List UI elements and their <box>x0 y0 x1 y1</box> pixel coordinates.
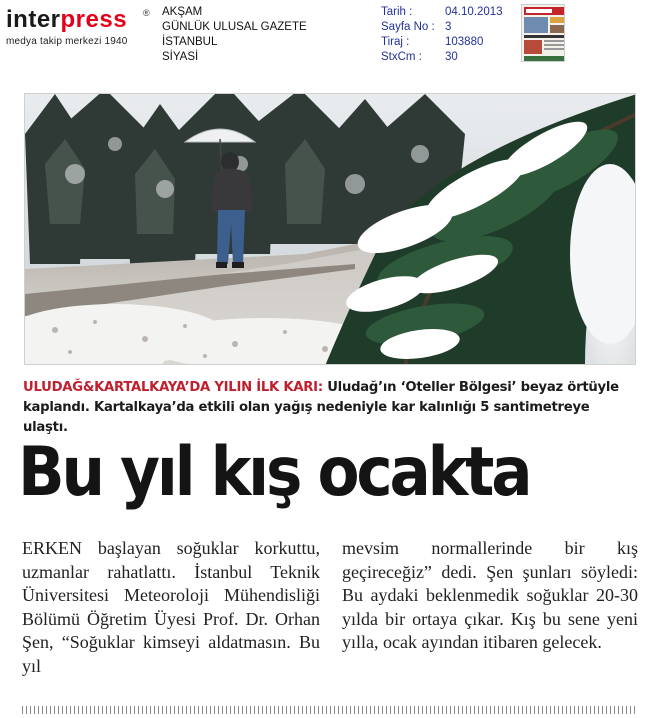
caption-text: Uludağ’ın ‘Oteller Bölgesi’ beyaz örtüyle kaplandı. Kartalkaya’da etkili olan yağış nedeniyle kar kalınlığı 5 santimetreye ulaştı. <box>23 380 619 435</box>
interpress-logo <box>6 6 156 52</box>
caption-lead: ULUDAĞ&KARTALKAYA’DA YILIN İLK KARI: <box>23 380 323 395</box>
publication-info <box>162 5 307 65</box>
meta-row-page: Sayfa No : 3 <box>381 21 452 33</box>
logo-wordmark: interpress <box>6 6 128 33</box>
bottom-dotted-rule <box>22 706 636 714</box>
headline: Bu yıl kış ocakta <box>18 433 530 512</box>
publication-type: GÜNLÜK ULUSAL GAZETE <box>162 21 307 33</box>
snow-forest-photo <box>24 93 636 365</box>
logo-tagline: medya takip merkezi 1940 <box>6 36 128 47</box>
clipping-meta <box>381 5 503 65</box>
publication-city: İSTANBUL <box>162 36 218 48</box>
publication-name: AKŞAM <box>162 6 203 18</box>
newspaper-thumbnail-image <box>522 5 565 62</box>
body-column-1: ERKEN başlayan soğuklar korkuttu, uzmanlar rahatlattı. İstanbul Teknik Üniversitesi Meteoroloji Mühendisliği Bölümü Öğretim Üyesi Prof. Dr. Orhan Şen, “Soğuklar kimseyi aldatmasın. Bu yıl <box>22 538 320 676</box>
clipping-header <box>0 0 650 70</box>
meta-row-date: Tarih : 04.10.2013 <box>381 6 503 18</box>
body-column-2: mevsim normallerinde bir kış geçireceğiz” dedi. Şen şunları söyledi: Bu aydaki beklenmedik soğuklar 20-30 yılda bir ortaya çıkar. Kış bu sene yeni yılla, ocak ayından itibaren gelecek. <box>342 538 638 652</box>
meta-row-stxcm: StxCm : 30 <box>381 51 458 63</box>
meta-row-circulation: Tiraj : 103880 <box>381 36 484 48</box>
publication-section: SİYASİ <box>162 51 199 63</box>
snow-forest-illustration <box>25 94 636 365</box>
newspaper-thumbnail[interactable] <box>521 4 565 62</box>
registered-mark: ® <box>143 8 150 18</box>
